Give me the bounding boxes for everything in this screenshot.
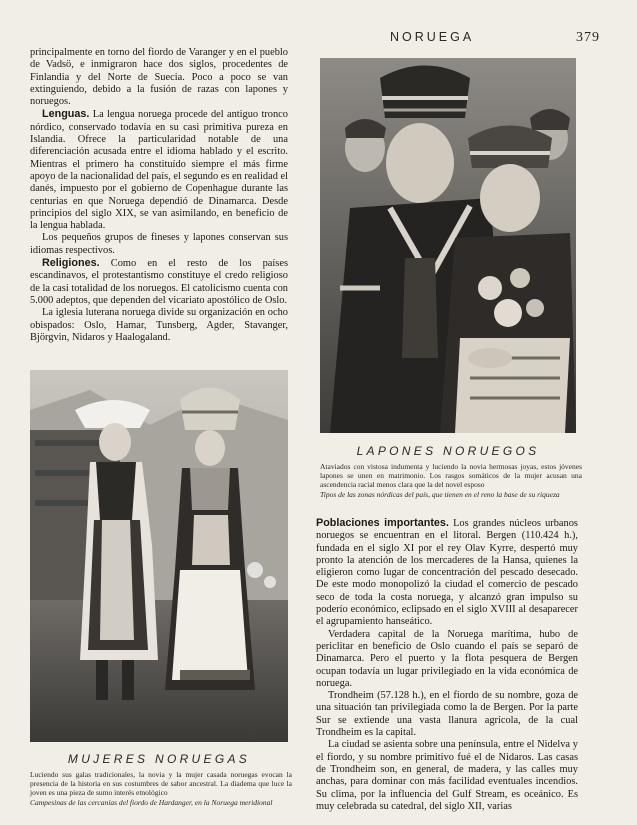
- photo-left-title: MUJERES NORUEGAS: [67, 752, 251, 766]
- running-title: NORUEGA: [390, 30, 475, 44]
- heading-poblaciones: Poblaciones importantes.: [316, 517, 449, 529]
- photo-norwegian-women-image: [30, 370, 288, 742]
- paragraph-intro: principalmente en torno del fiordo de Varanger y en el pueblo de Vadsö, e inmigraron hace dos siglos, procedentes de Finlandia y del Norte de Suecia. Poco a poco se van extinguiendo, debido a la fusión de razas con lapones y noruegos.: [30, 47, 288, 108]
- heading-lenguas: Lenguas.: [42, 108, 90, 121]
- right-column: [316, 517, 578, 813]
- photo-left-caption-text: Luciendo sus galas tradicionales, la novia y la mujer casada noruegas evocan la presencia de la historia en sus costumbres de sabor ancestral. La diadema que luce la joven es una pieza de sumo interés etnológico: [30, 770, 292, 798]
- text-lenguas: La lengua noruega procede del antiguo tronco nórdico, conservado todavía en su casi primitiva pureza en Islandia. Ofrece la particularidad notable de una diferenciación acusada entre el idioma hablado y el escrito. Mientras el primero ha constituído siempre el más firme apoyo de la nacionalidad del país, el segundo es en realidad el danés, impuesto por el gobierno de Copenhague durante las centurias en que Noruega dependió de Dinamarca. Desde principios del siglo XIX, se van asimilando, en beneficio de la lengua hablada.: [30, 109, 288, 232]
- paragraph-religiones: [30, 257, 288, 307]
- photo-left-caption-italic: Campesinas de las cercanías del fiordo de Hardanger, en la Noruega meridional: [30, 797, 273, 807]
- page-number: 379: [576, 30, 600, 45]
- photo-lapp-couple-image: [320, 58, 576, 433]
- photo-right-caption-italic: Tipos de las zonas nórdicas del país, que tienen en el reno la base de su riqueza: [320, 489, 560, 499]
- photo-right-caption: [320, 462, 582, 499]
- paragraph-minorities: Los pequeños grupos de fineses y lapones conservan sus idiomas respectivos.: [30, 232, 288, 256]
- photo-right-title: LAPONES NORUEGOS: [356, 444, 540, 458]
- photo-norwegian-women: [30, 370, 288, 742]
- paragraph-iglesia: La iglesia luterana noruega divide su organización en ocho obispados: Oslo, Hamar, Tunsberg, Agder, Stavanger, Björgvin, Nidaros y Haalogaland.: [30, 307, 288, 343]
- heading-religiones: Religiones.: [42, 257, 100, 270]
- text-religiones: Como en el resto de los países escandinavos, el protestantismo constituye el credo religioso de la casi totalidad de los noruegos. El catolicismo cuenta con 5.000 adeptos, que dependen del vicariato apostólico de Oslo.: [30, 258, 288, 306]
- paragraph-lenguas: [30, 108, 288, 232]
- photo-left-caption: [30, 770, 292, 807]
- paragraph-ciudad: La ciudad se asienta sobre una península, entre el Nidelva y el fiordo, y su nombre primitivo fué el de Nidaros. Las casas de Trondheim son, en general, de madera, y las calles muy anchas, para dominar con más facilidad eventuales incendios. Su clima, por la influencia del Gulf Stream, es oceánico. Es muy celebrada su catedral, del siglo XII, varias: [316, 739, 578, 812]
- photo-right-caption-text: Ataviados con vistosa indumenta y luciendo la novia hermosas joyas, estos jóvenes lapones se unen en matrimonio. Los rasgos somáticos de la mujer acusan una ascendencia racial menos clara que la del novel esposo: [320, 462, 582, 490]
- paragraph-capital: Verdadera capital de la Noruega marítima, hubo de periclitar en beneficio de Oslo cuando el país se separó de Dinamarca. Pero el puerto y la flota pesquera de Bergen ocupan todavía un lugar privilegiado en la vida económica de noruega.: [316, 628, 578, 689]
- running-header: [390, 30, 600, 44]
- text-poblaciones: Los grandes núcleos urbanos noruegos se encuentran en el litoral. Bergen (110.424 h.), fundada en el siglo XI por el rey Olav Kyrre, despertó muy pronto la atención de los mercaderes de la Hansa, quienes la eligieron como lugar de concentración del pescado desecado. De este modo monopolizó la ciudad el comercio de pescado seco de toda la costa noruega, y alcanzó gran impulso su poderío económico, eclipsado en el siglo XVIII al desaparecer el agrupamiento hanseático.: [316, 518, 578, 628]
- paragraph-trondheim: Trondheim (57.128 h.), en el fiordo de su nombre, goza de una situación tan privilegiada como la de Bergen. Por la parte Sur se extiende una vasta llanura agrícola, de la cual Trondheim es la capital.: [316, 690, 578, 739]
- photo-lapp-couple: [320, 58, 576, 433]
- paragraph-poblaciones: [316, 517, 578, 629]
- left-column: [30, 47, 288, 344]
